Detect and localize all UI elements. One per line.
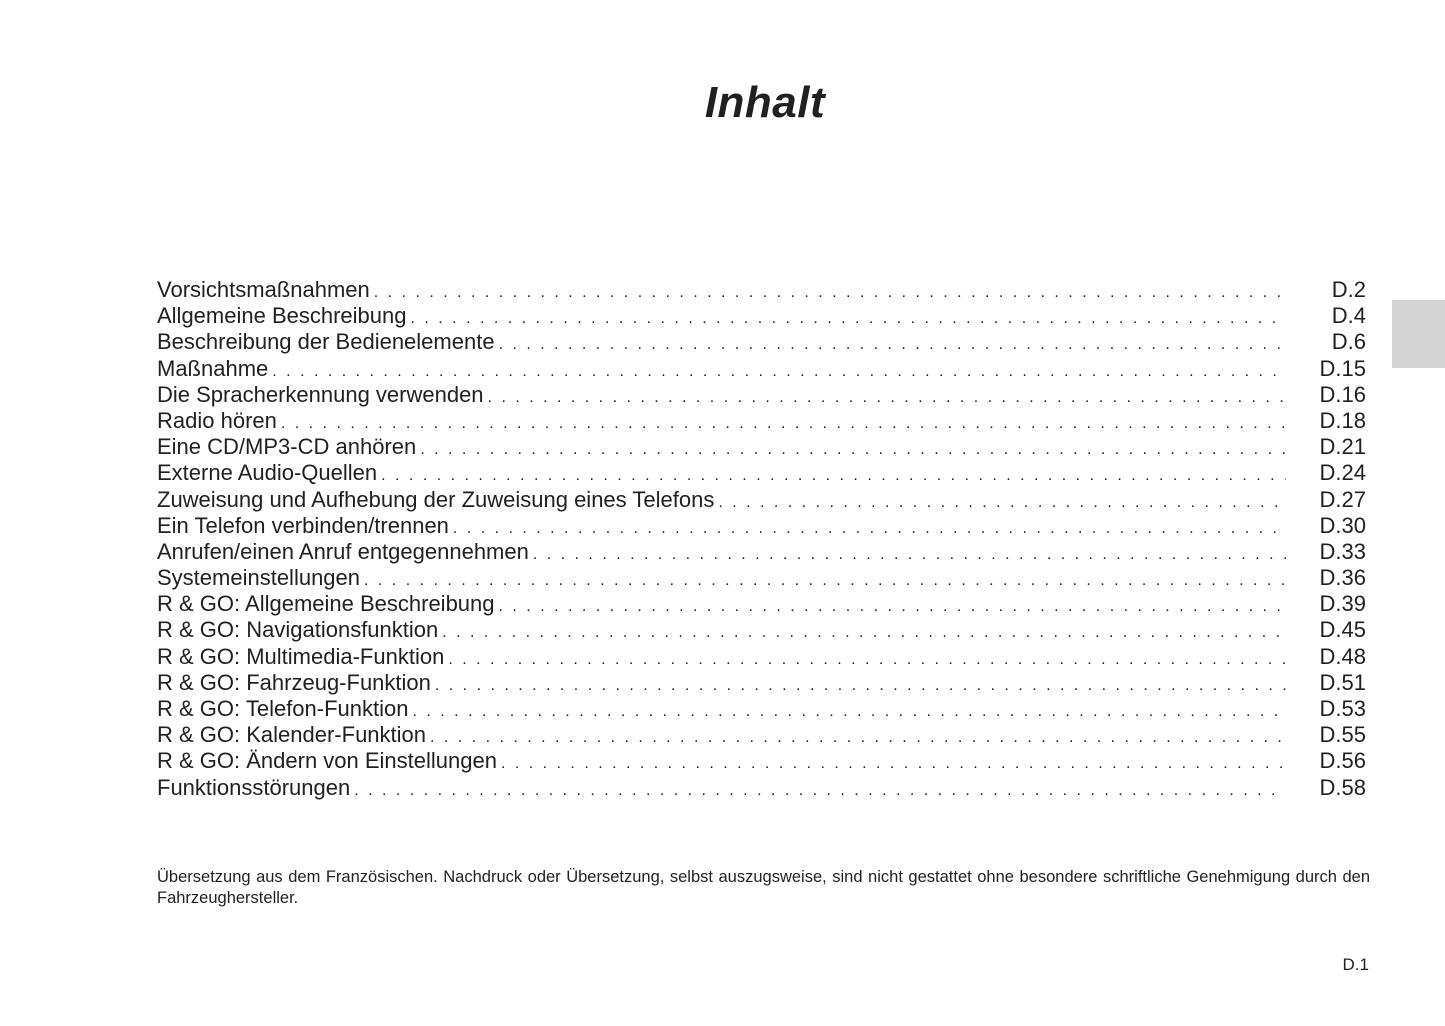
toc-entry-page: D.51 — [1319, 669, 1366, 695]
toc-leader-dots — [364, 568, 1286, 594]
toc-entry-page: D.24 — [1319, 460, 1366, 486]
toc-leader-dots — [488, 385, 1286, 411]
toc-entry-page: D.58 — [1319, 774, 1366, 800]
toc-entry-label: Anrufen/einen Anruf entgegennehmen — [157, 538, 529, 564]
toc-entry[interactable] — [157, 565, 1366, 591]
toc-entry-label: Allgemeine Beschreibung — [157, 303, 407, 329]
toc-entry-page: D.18 — [1319, 407, 1366, 433]
toc-entry[interactable] — [157, 434, 1366, 460]
toc-leader-dots — [453, 516, 1286, 542]
toc-entry-page: D.36 — [1319, 565, 1366, 591]
table-of-contents — [157, 277, 1366, 801]
section-tab-marker — [1392, 300, 1445, 368]
toc-leader-dots — [442, 620, 1286, 646]
toc-leader-dots — [420, 437, 1286, 463]
toc-entry-label: Funktionsstörungen — [157, 774, 351, 800]
toc-entry-page: D.39 — [1319, 591, 1366, 617]
toc-entry-label: Die Spracherkennung verwenden — [157, 381, 484, 407]
toc-entry-label: R & GO: Navigationsfunktion — [157, 617, 439, 643]
toc-entry-page: D.48 — [1319, 643, 1366, 669]
toc-leader-dots — [374, 280, 1286, 306]
toc-entry-label: Maßnahme — [157, 355, 269, 381]
toc-entry-label: Radio hören — [157, 407, 277, 433]
page-title: Inhalt — [704, 78, 826, 127]
toc-entry-label: R & GO: Multimedia-Funktion — [157, 643, 445, 669]
toc-leader-dots — [413, 699, 1287, 725]
page-number: D.1 — [1342, 955, 1369, 974]
toc-entry-page: D.56 — [1319, 748, 1366, 774]
toc-entry-page: D.55 — [1319, 722, 1366, 748]
toc-entry-label: Systemeinstellungen — [157, 565, 361, 591]
toc-entry-page: D.33 — [1319, 538, 1366, 564]
toc-entry[interactable] — [157, 408, 1366, 434]
toc-entry-label: Vorsichtsmaßnahmen — [157, 277, 370, 302]
toc-entry[interactable] — [157, 591, 1366, 617]
toc-entry[interactable] — [157, 775, 1366, 801]
toc-entry[interactable] — [157, 303, 1366, 329]
toc-entry[interactable] — [157, 460, 1366, 486]
toc-entry[interactable] — [157, 696, 1366, 722]
copyright-footnote: Übersetzung aus dem Französischen. Nachdruck oder Übersetzung, selbst auszugsweise, sind nicht gestattet ohne besondere schriftliche Genehmigung durch den Fahrzeughersteller. — [157, 868, 1370, 907]
toc-entry[interactable] — [157, 644, 1366, 670]
toc-leader-dots — [448, 647, 1286, 673]
toc-entry[interactable] — [157, 277, 1366, 303]
toc-entry-label: R & GO: Fahrzeug-Funktion — [157, 669, 431, 695]
toc-entry[interactable] — [157, 539, 1366, 565]
toc-entry-label: Externe Audio-Quellen — [157, 460, 378, 486]
toc-entry-page: D.30 — [1319, 512, 1366, 538]
toc-entry-page: D.53 — [1319, 696, 1366, 721]
toc-entry-page: D.15 — [1319, 355, 1366, 381]
toc-entry-page: D.6 — [1331, 329, 1366, 355]
toc-leader-dots — [499, 332, 1286, 358]
toc-entry-label: R & GO: Telefon-Funktion — [157, 696, 409, 721]
toc-entry-page: D.4 — [1331, 303, 1366, 329]
toc-entry-page: D.27 — [1319, 486, 1366, 512]
toc-entry-page: D.45 — [1319, 617, 1366, 643]
toc-entry[interactable] — [157, 329, 1366, 355]
toc-leader-dots — [411, 306, 1287, 332]
toc-entry-label: R & GO: Allgemeine Beschreibung — [157, 591, 495, 617]
toc-entry[interactable] — [157, 382, 1366, 408]
toc-entry-label: Zuweisung und Aufhebung der Zuweisung eines Telefons — [157, 486, 715, 512]
toc-entry[interactable] — [157, 670, 1366, 696]
toc-entry[interactable] — [157, 722, 1366, 748]
toc-leader-dots — [430, 725, 1286, 751]
toc-leader-dots — [281, 411, 1286, 437]
toc-entry-label: R & GO: Kalender-Funktion — [157, 722, 427, 748]
toc-leader-dots — [435, 673, 1286, 699]
toc-entry[interactable] — [157, 487, 1366, 513]
toc-leader-dots — [354, 778, 1286, 804]
toc-entry-page: D.21 — [1319, 434, 1366, 460]
toc-leader-dots — [501, 751, 1286, 777]
toc-entry-page: D.2 — [1331, 277, 1366, 302]
toc-entry[interactable] — [157, 748, 1366, 774]
toc-entry-label: Ein Telefon verbinden/trennen — [157, 512, 449, 538]
toc-entry-page: D.16 — [1319, 381, 1366, 407]
toc-leader-dots — [718, 490, 1286, 516]
toc-entry-label: Eine CD/MP3-CD anhören — [157, 434, 417, 460]
toc-entry-label: Beschreibung der Bedienelemente — [157, 329, 495, 355]
toc-entry[interactable] — [157, 513, 1366, 539]
toc-entry[interactable] — [157, 356, 1366, 382]
toc-entry-label: R & GO: Ändern von Einstellungen — [157, 748, 497, 774]
toc-leader-dots — [533, 542, 1286, 568]
toc-entry[interactable] — [157, 617, 1366, 643]
toc-leader-dots — [499, 594, 1286, 620]
